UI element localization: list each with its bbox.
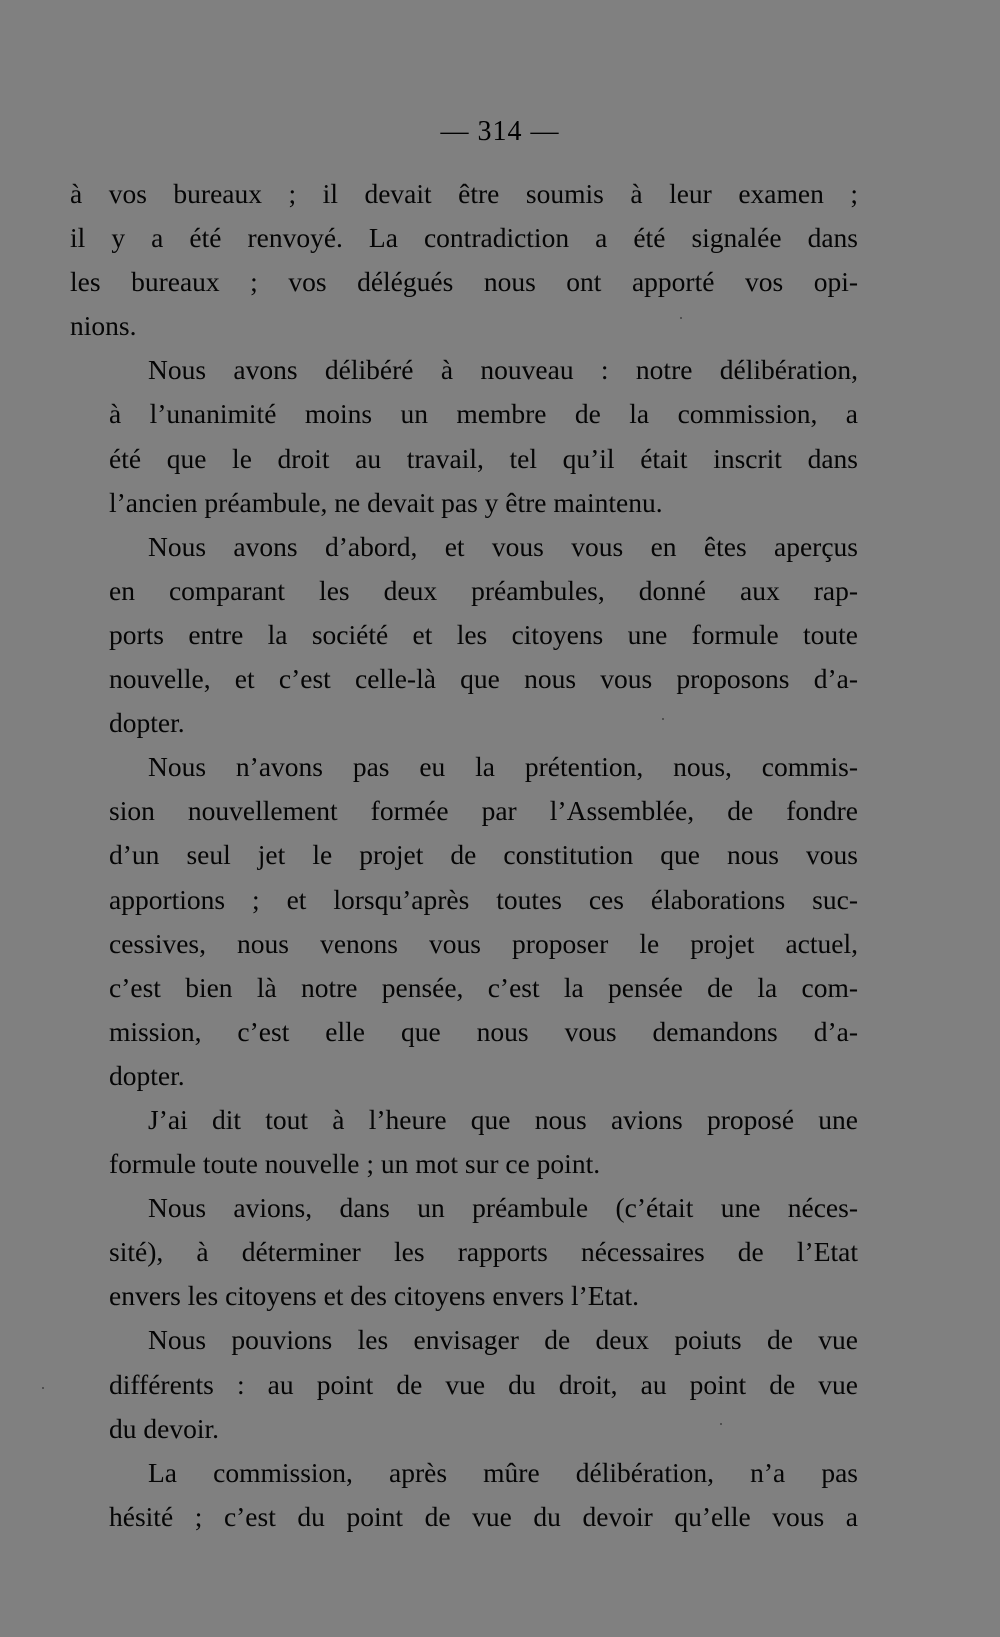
text-line: d’un seul jet le projet de constitution que nous vous [109,839,858,871]
text-line: cessives, nous venons vous proposer le projet actuel, [109,927,858,959]
text-line: apportions ; et lorsqu’après toutes ces élaborations suc- [109,883,858,915]
text-line: Nous avons délibéré à nouveau : notre délibération, [148,354,858,386]
paragraph-5 [70,1098,858,1186]
text-line: en comparant les deux préambules, donné aux rap- [109,574,858,606]
text-line: il y a été renvoyé. La contradiction a été signalée dans [70,222,858,254]
paragraph-3 [70,525,858,745]
print-speck [662,718,664,720]
text-line: dopter. [109,707,185,739]
text-line: été que le droit au travail, tel qu’il était inscrit dans [109,442,858,474]
text-line: c’est bien là notre pensée, c’est la pensée de la com- [109,971,858,1003]
text-line: hésité ; c’est du point de vue du devoir qu’elle vous a [109,1500,858,1532]
paragraph-1 [70,172,858,348]
page-number: — 314 — [440,116,560,147]
text-line: mission, c’est elle que nous vous demandons d’a- [109,1015,858,1047]
text-line: Nous pouvions les envisager de deux poiuts de vue [148,1324,858,1356]
text-line: à vos bureaux ; il devait être soumis à leur examen ; [70,178,858,209]
text-line: La commission, après mûre délibération, n’a pas [148,1456,858,1488]
print-speck [42,1387,44,1389]
text-line: Nous avions, dans un préambule (c’était une néces- [148,1192,858,1224]
paragraph-6 [70,1186,858,1318]
body-text [70,172,858,1539]
text-line: ports entre la société et les citoyens une formule toute [109,618,858,650]
text-line: J’ai dit tout à l’heure que nous avions proposé une [148,1103,858,1135]
text-line: nions. [70,310,137,342]
text-line: sité), à déterminer les rapports nécessaires de l’Etat [109,1236,858,1268]
text-line: formule toute nouvelle ; un mot sur ce point. [109,1148,601,1180]
text-line: différents : au point de vue du droit, au point de vue [109,1368,858,1400]
text-line: Nous avons d’abord, et vous vous en êtes aperçus [148,530,858,562]
text-line: Nous n’avons pas eu la prétention, nous, commis- [148,751,858,783]
print-speck [720,1423,722,1425]
paragraph-2 [70,348,858,524]
paragraph-7 [70,1318,858,1450]
print-speck [680,317,682,319]
text-line: dopter. [109,1059,185,1091]
text-line: à l’unanimité moins un membre de la commission, a [109,398,858,430]
paragraph-4 [70,745,858,1098]
text-line: les bureaux ; vos délégués nous ont apporté vos opi- [70,266,858,298]
text-line: du devoir. [109,1412,219,1444]
text-line: sion nouvellement formée par l’Assemblée, de fondre [109,795,858,827]
text-line: nouvelle, et c’est celle-là que nous vous proposons d’a- [109,663,858,695]
paragraph-8 [70,1451,858,1539]
text-line: l’ancien préambule, ne devait pas y être maintenu. [109,486,663,518]
text-line: envers les citoyens et des citoyens envers l’Etat. [109,1280,639,1312]
